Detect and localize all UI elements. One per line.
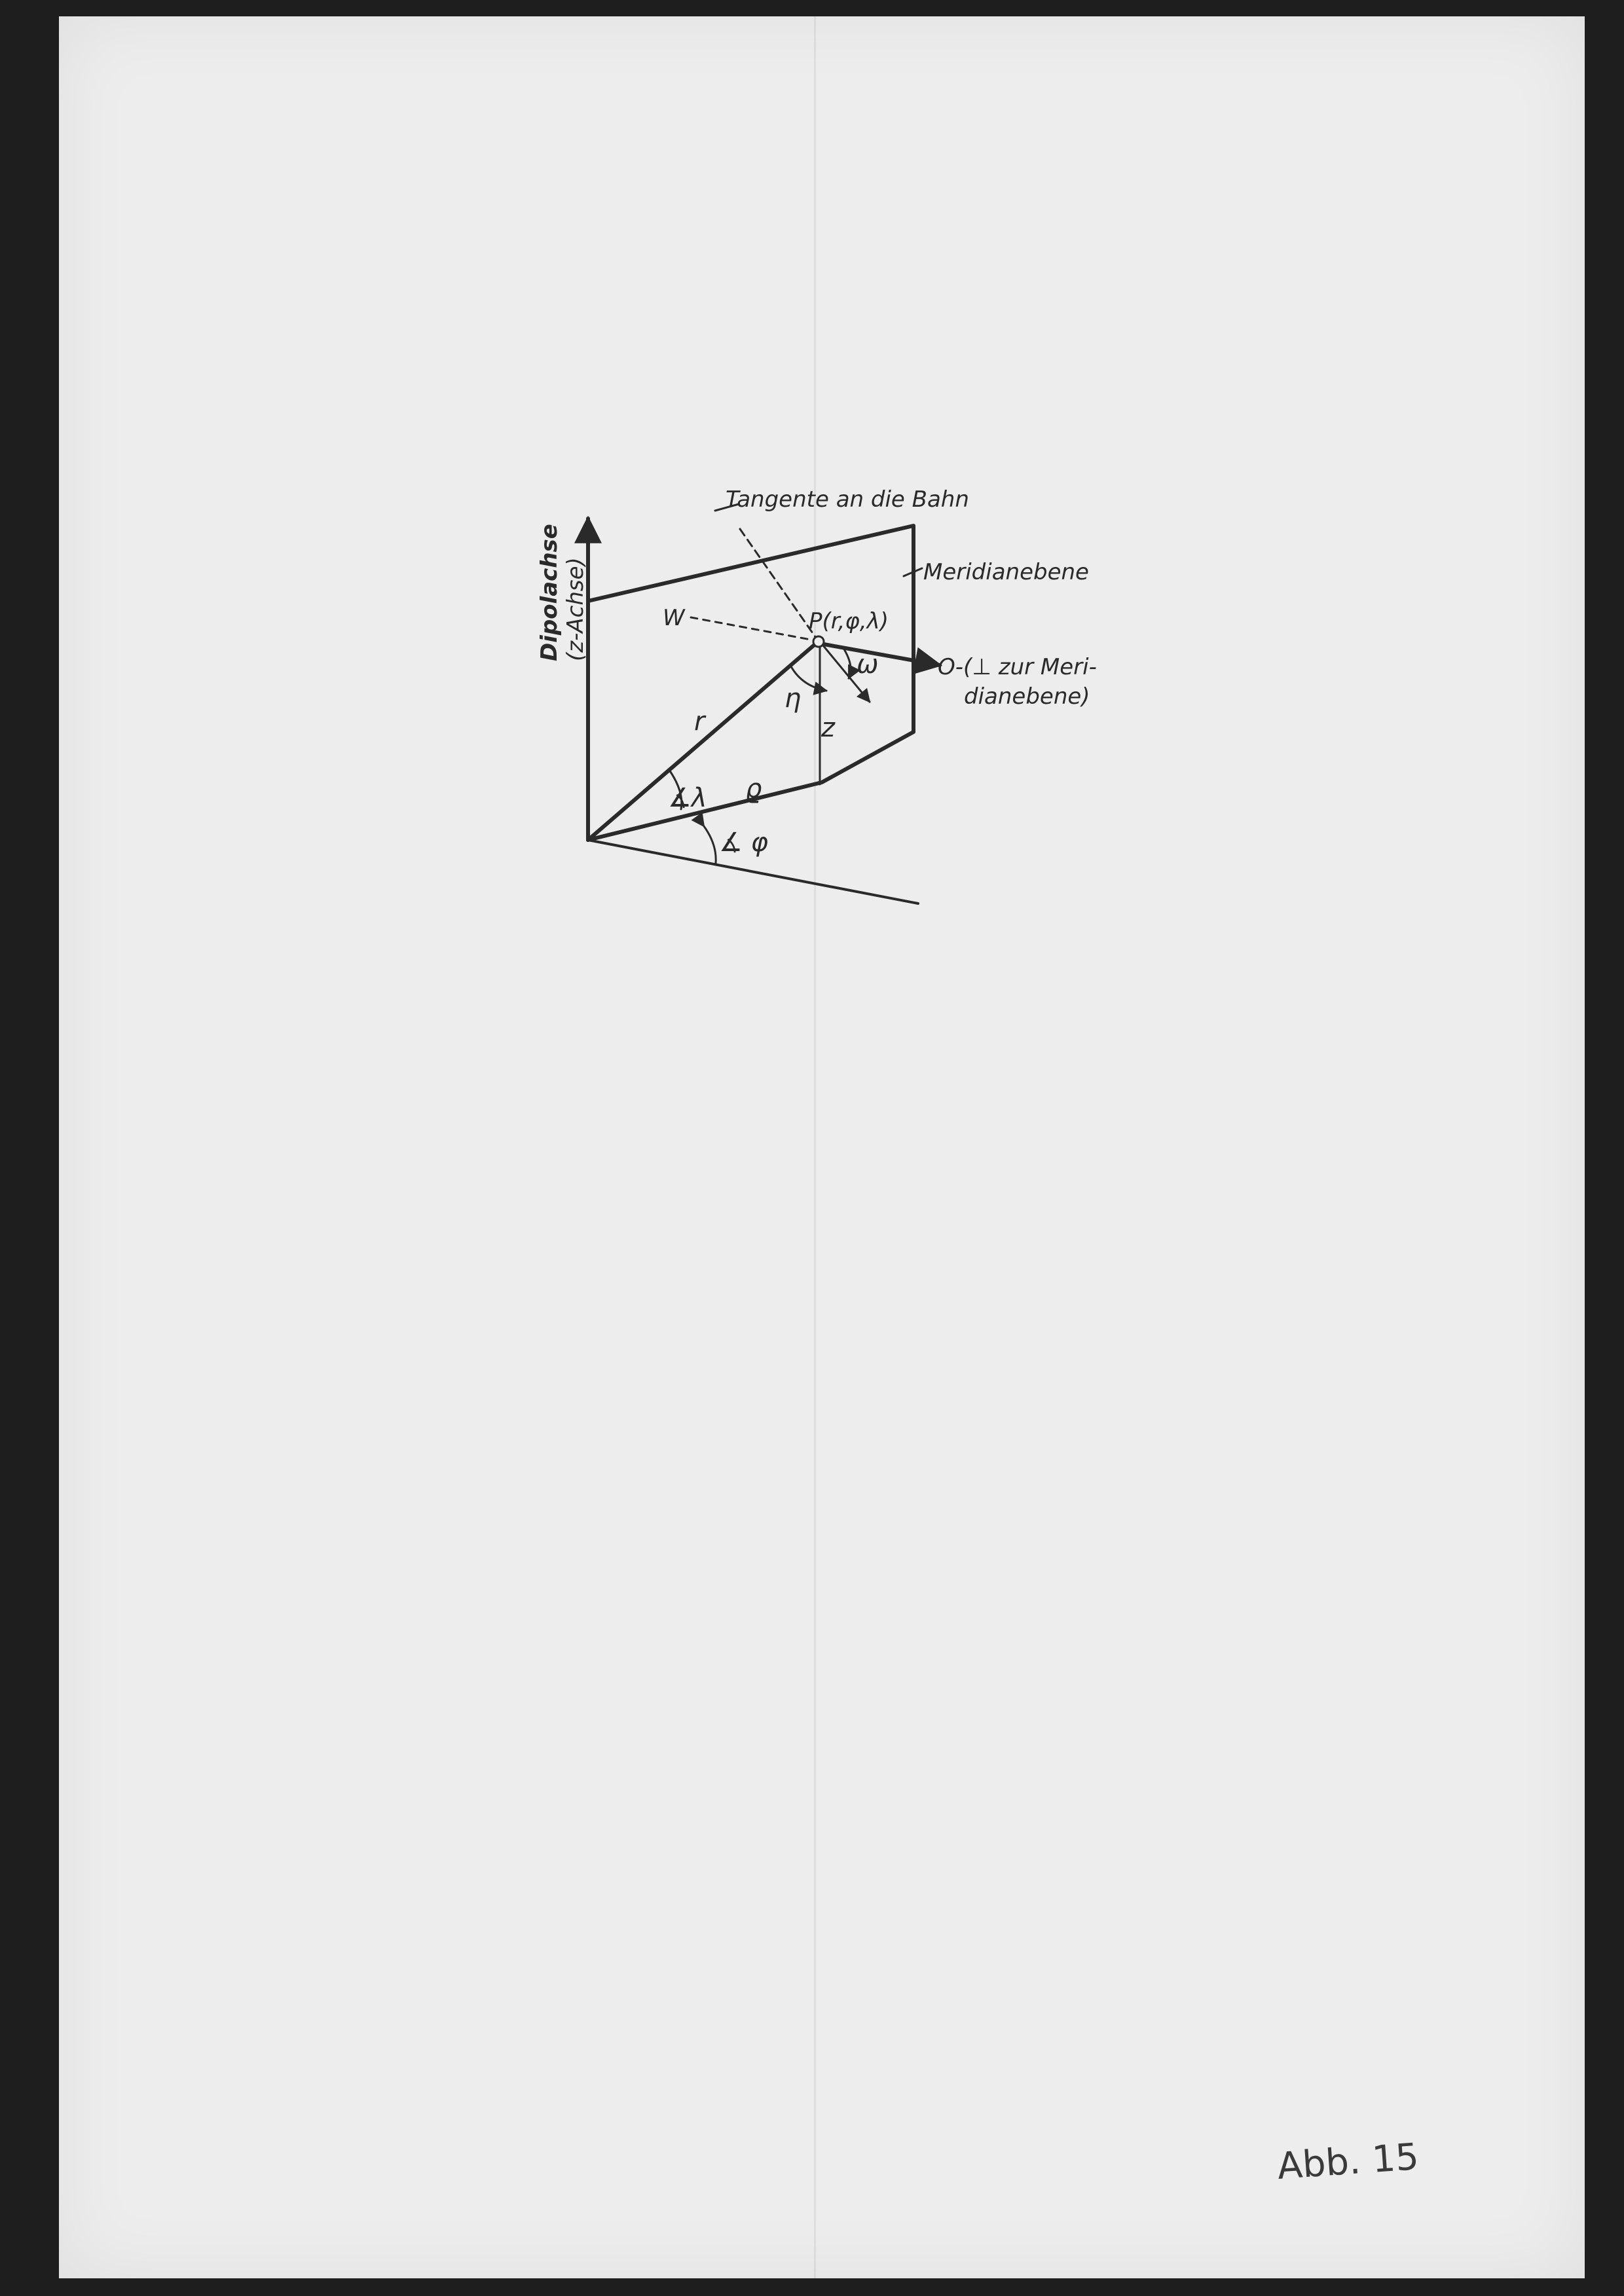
point-p-label: P(r,φ,λ) xyxy=(809,608,889,634)
phi-angle-arc xyxy=(704,826,716,863)
radius-symbol: r xyxy=(694,706,705,737)
rho-symbol: ϱ xyxy=(745,774,762,804)
dipole-axis-label: Dipolachse xyxy=(536,524,563,661)
tangent-line xyxy=(740,529,817,640)
phi-symbol: ∡ φ xyxy=(719,828,768,858)
west-dashed-line xyxy=(691,617,811,640)
eta-symbol: η xyxy=(784,683,802,714)
point-p-marker xyxy=(813,636,824,647)
z-axis-label: (z-Achse) xyxy=(563,557,589,661)
east-label-line2: dianebene) xyxy=(964,683,1090,710)
figure-number: Abb. 15 xyxy=(1276,2136,1420,2188)
z-symbol: z xyxy=(821,713,835,743)
omega-symbol: ω xyxy=(857,649,879,680)
east-arrow xyxy=(824,644,940,665)
east-label-line1: O-(⊥ zur Meri- xyxy=(938,654,1097,680)
meridian-plane-label: Meridianebene xyxy=(923,559,1089,585)
lambda-symbol: ∡λ xyxy=(668,783,707,813)
west-label: W xyxy=(663,605,685,631)
tangent-label: Tangente an die Bahn xyxy=(726,486,969,513)
